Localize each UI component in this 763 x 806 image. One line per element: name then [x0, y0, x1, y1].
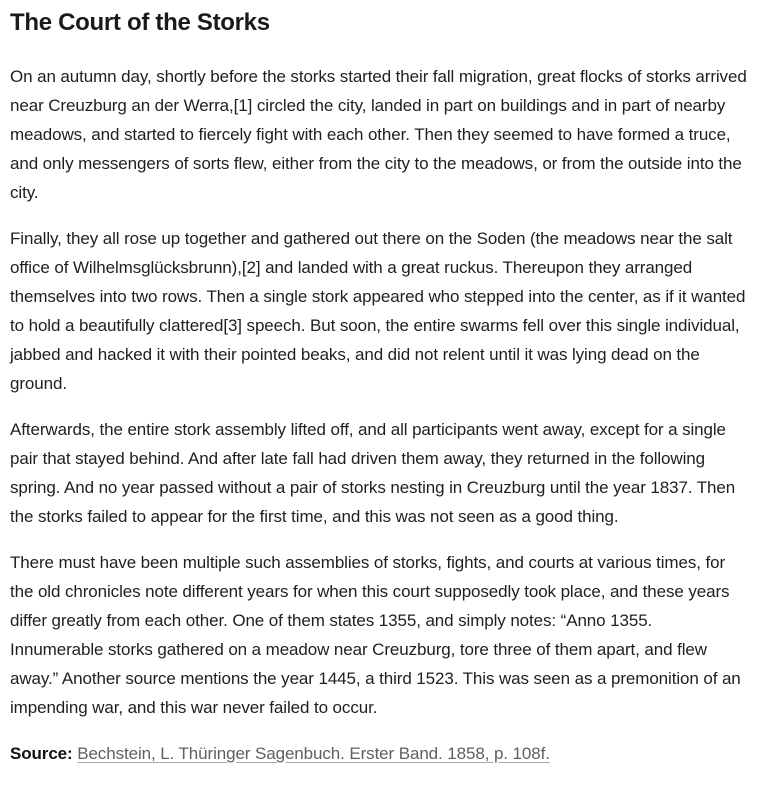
source-line: [10, 739, 747, 768]
paragraph-2: Finally, they all rose up together and gathered out there on the Soden (the meadows near the salt office of Wilhelmsglücksbrunn),[2] and landed with a great ruckus. Thereupon they arranged themselves into two rows. Then a single stork appeared who stepped into the center, as if it wanted to hold a beautifully clattered[3] speech. But soon, the entire swarms fell over this single individual, jabbed and hacked it with their pointed beaks, and did not relent until it was lying dead on the ground.: [10, 229, 746, 393]
source-label: Source:: [10, 744, 73, 763]
paragraph-3: Afterwards, the entire stork assembly lifted off, and all participants went away, except for a single pair that stayed behind. And after late fall had driven them away, they returned in the following spring. And no year passed without a pair of storks nesting in Creuzburg until the year 1837. Then the storks failed to appear for the first time, and this was not seen as a good thing.: [10, 420, 736, 526]
paragraph-4: There must have been multiple such assemblies of storks, fights, and courts at various times, for the old chronicles note different years for when this court supposedly took place, and these years differ greatly from each other. One of them states 1355, and simply notes: “Anno 1355. Innumerable storks gathered on a meadow near Creuzburg, tore three of them apart, and flew away.” Another source mentions the year 1445, a third 1523. This was seen as a premonition of an impending war, and this war never failed to occur.: [10, 553, 741, 717]
page-title: The Court of the Storks: [10, 9, 270, 36]
paragraph-1: On an autumn day, shortly before the storks started their fall migration, great flocks of storks arrived near Creuzburg an der Werra,[1] circled the city, landed in part on buildings and in part of nearby meadows, and started to fiercely fight with each other. Then they seemed to have formed a truce, and only messengers of sorts flew, either from the city to the meadows, or from the outside into the city.: [10, 67, 747, 202]
source-citation-link[interactable]: Bechstein, L. Thüringer Sagenbuch. Erster Band. 1858, p. 108f.: [77, 744, 550, 763]
